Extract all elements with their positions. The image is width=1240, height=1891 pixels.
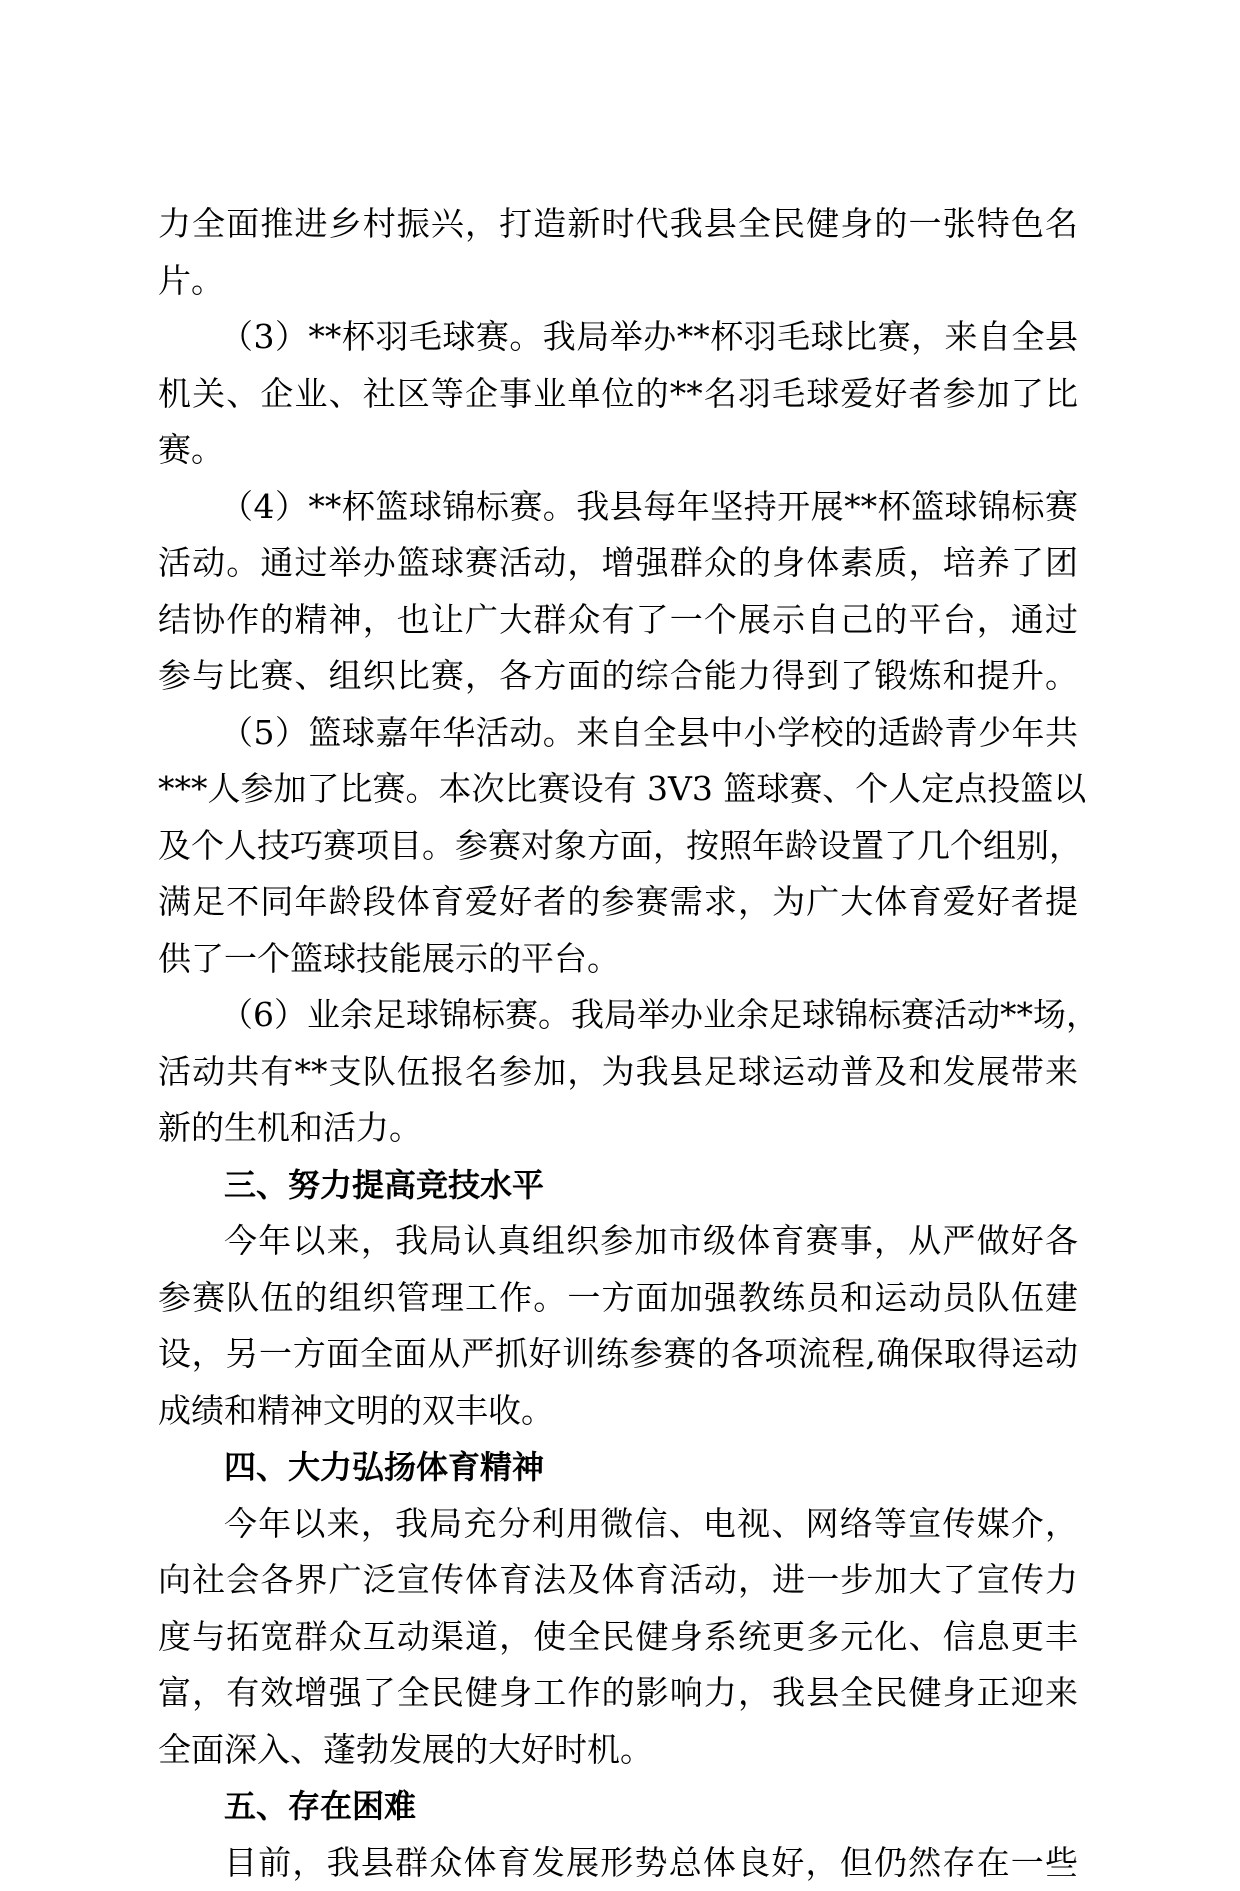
text-line: 新的生机和活力。 (158, 1100, 1078, 1157)
paragraph-sports-spirit (158, 1496, 1078, 1779)
paragraph-basketball-carnival (158, 705, 1078, 988)
paragraph-rural-revitalization (158, 196, 1078, 309)
text-line: 参赛队伍的组织管理工作。一方面加强教练员和运动员队伍建 (158, 1270, 1078, 1327)
text-line: ***人参加了比赛。本次比赛设有 3V3 篮球赛、个人定点投篮以 (158, 761, 1078, 818)
paragraph-basketball-championship (158, 479, 1078, 705)
text-line: 今年以来，我局充分利用微信、电视、网络等宣传媒介， (158, 1496, 1078, 1553)
text-line: （5）篮球嘉年华活动。来自全县中小学校的适龄青少年共 (158, 705, 1078, 762)
text-line: 机关、企业、社区等企事业单位的**名羽毛球爱好者参加了比 (158, 366, 1078, 423)
text-line: 赛。 (158, 422, 1078, 479)
section-heading-difficulties: 五、存在困难 (158, 1778, 1078, 1835)
text-line: 富，有效增强了全民健身工作的影响力，我县全民健身正迎来 (158, 1665, 1078, 1722)
text-line: 设，另一方面全面从严抓好训练参赛的各项流程,确保取得运动 (158, 1326, 1078, 1383)
text-line: 全面深入、蓬勃发展的大好时机。 (158, 1722, 1078, 1779)
section-heading-competitive-level: 三、努力提高竞技水平 (158, 1157, 1078, 1214)
text-line: 及个人技巧赛项目。参赛对象方面，按照年龄设置了几个组别， (158, 818, 1078, 875)
paragraph-badminton-match (158, 309, 1078, 479)
section-heading-sports-spirit: 四、大力弘扬体育精神 (158, 1439, 1078, 1496)
text-line: 参与比赛、组织比赛，各方面的综合能力得到了锻炼和提升。 (158, 648, 1078, 705)
text-line: 活动共有**支队伍报名参加，为我县足球运动普及和发展带来 (158, 1044, 1078, 1101)
document-page (158, 196, 1078, 1891)
paragraph-amateur-football (158, 987, 1078, 1157)
text-line: （4）**杯篮球锦标赛。我县每年坚持开展**杯篮球锦标赛 (158, 479, 1078, 536)
text-line: 活动。通过举办篮球赛活动，增强群众的身体素质，培养了团 (158, 535, 1078, 592)
text-line: 目前，我县群众体育发展形势总体良好，但仍然存在一些 (158, 1835, 1078, 1891)
text-line: 供了一个篮球技能展示的平台。 (158, 931, 1078, 988)
text-line: 成绩和精神文明的双丰收。 (158, 1383, 1078, 1440)
text-line: 力全面推进乡村振兴，打造新时代我县全民健身的一张特色名 (158, 196, 1078, 253)
text-line: 满足不同年龄段体育爱好者的参赛需求，为广大体育爱好者提 (158, 874, 1078, 931)
text-line: 向社会各界广泛宣传体育法及体育活动，进一步加大了宣传力 (158, 1552, 1078, 1609)
text-line: （6）业余足球锦标赛。我局举办业余足球锦标赛活动**场， (158, 987, 1078, 1044)
text-line: （3）**杯羽毛球赛。我局举办**杯羽毛球比赛，来自全县 (158, 309, 1078, 366)
text-line: 片。 (158, 253, 1078, 310)
text-line: 今年以来，我局认真组织参加市级体育赛事，从严做好各 (158, 1213, 1078, 1270)
paragraph-difficulties (158, 1835, 1078, 1891)
paragraph-competitive-level (158, 1213, 1078, 1439)
text-line: 度与拓宽群众互动渠道，使全民健身系统更多元化、信息更丰 (158, 1609, 1078, 1666)
text-line: 结协作的精神，也让广大群众有了一个展示自己的平台，通过 (158, 592, 1078, 649)
